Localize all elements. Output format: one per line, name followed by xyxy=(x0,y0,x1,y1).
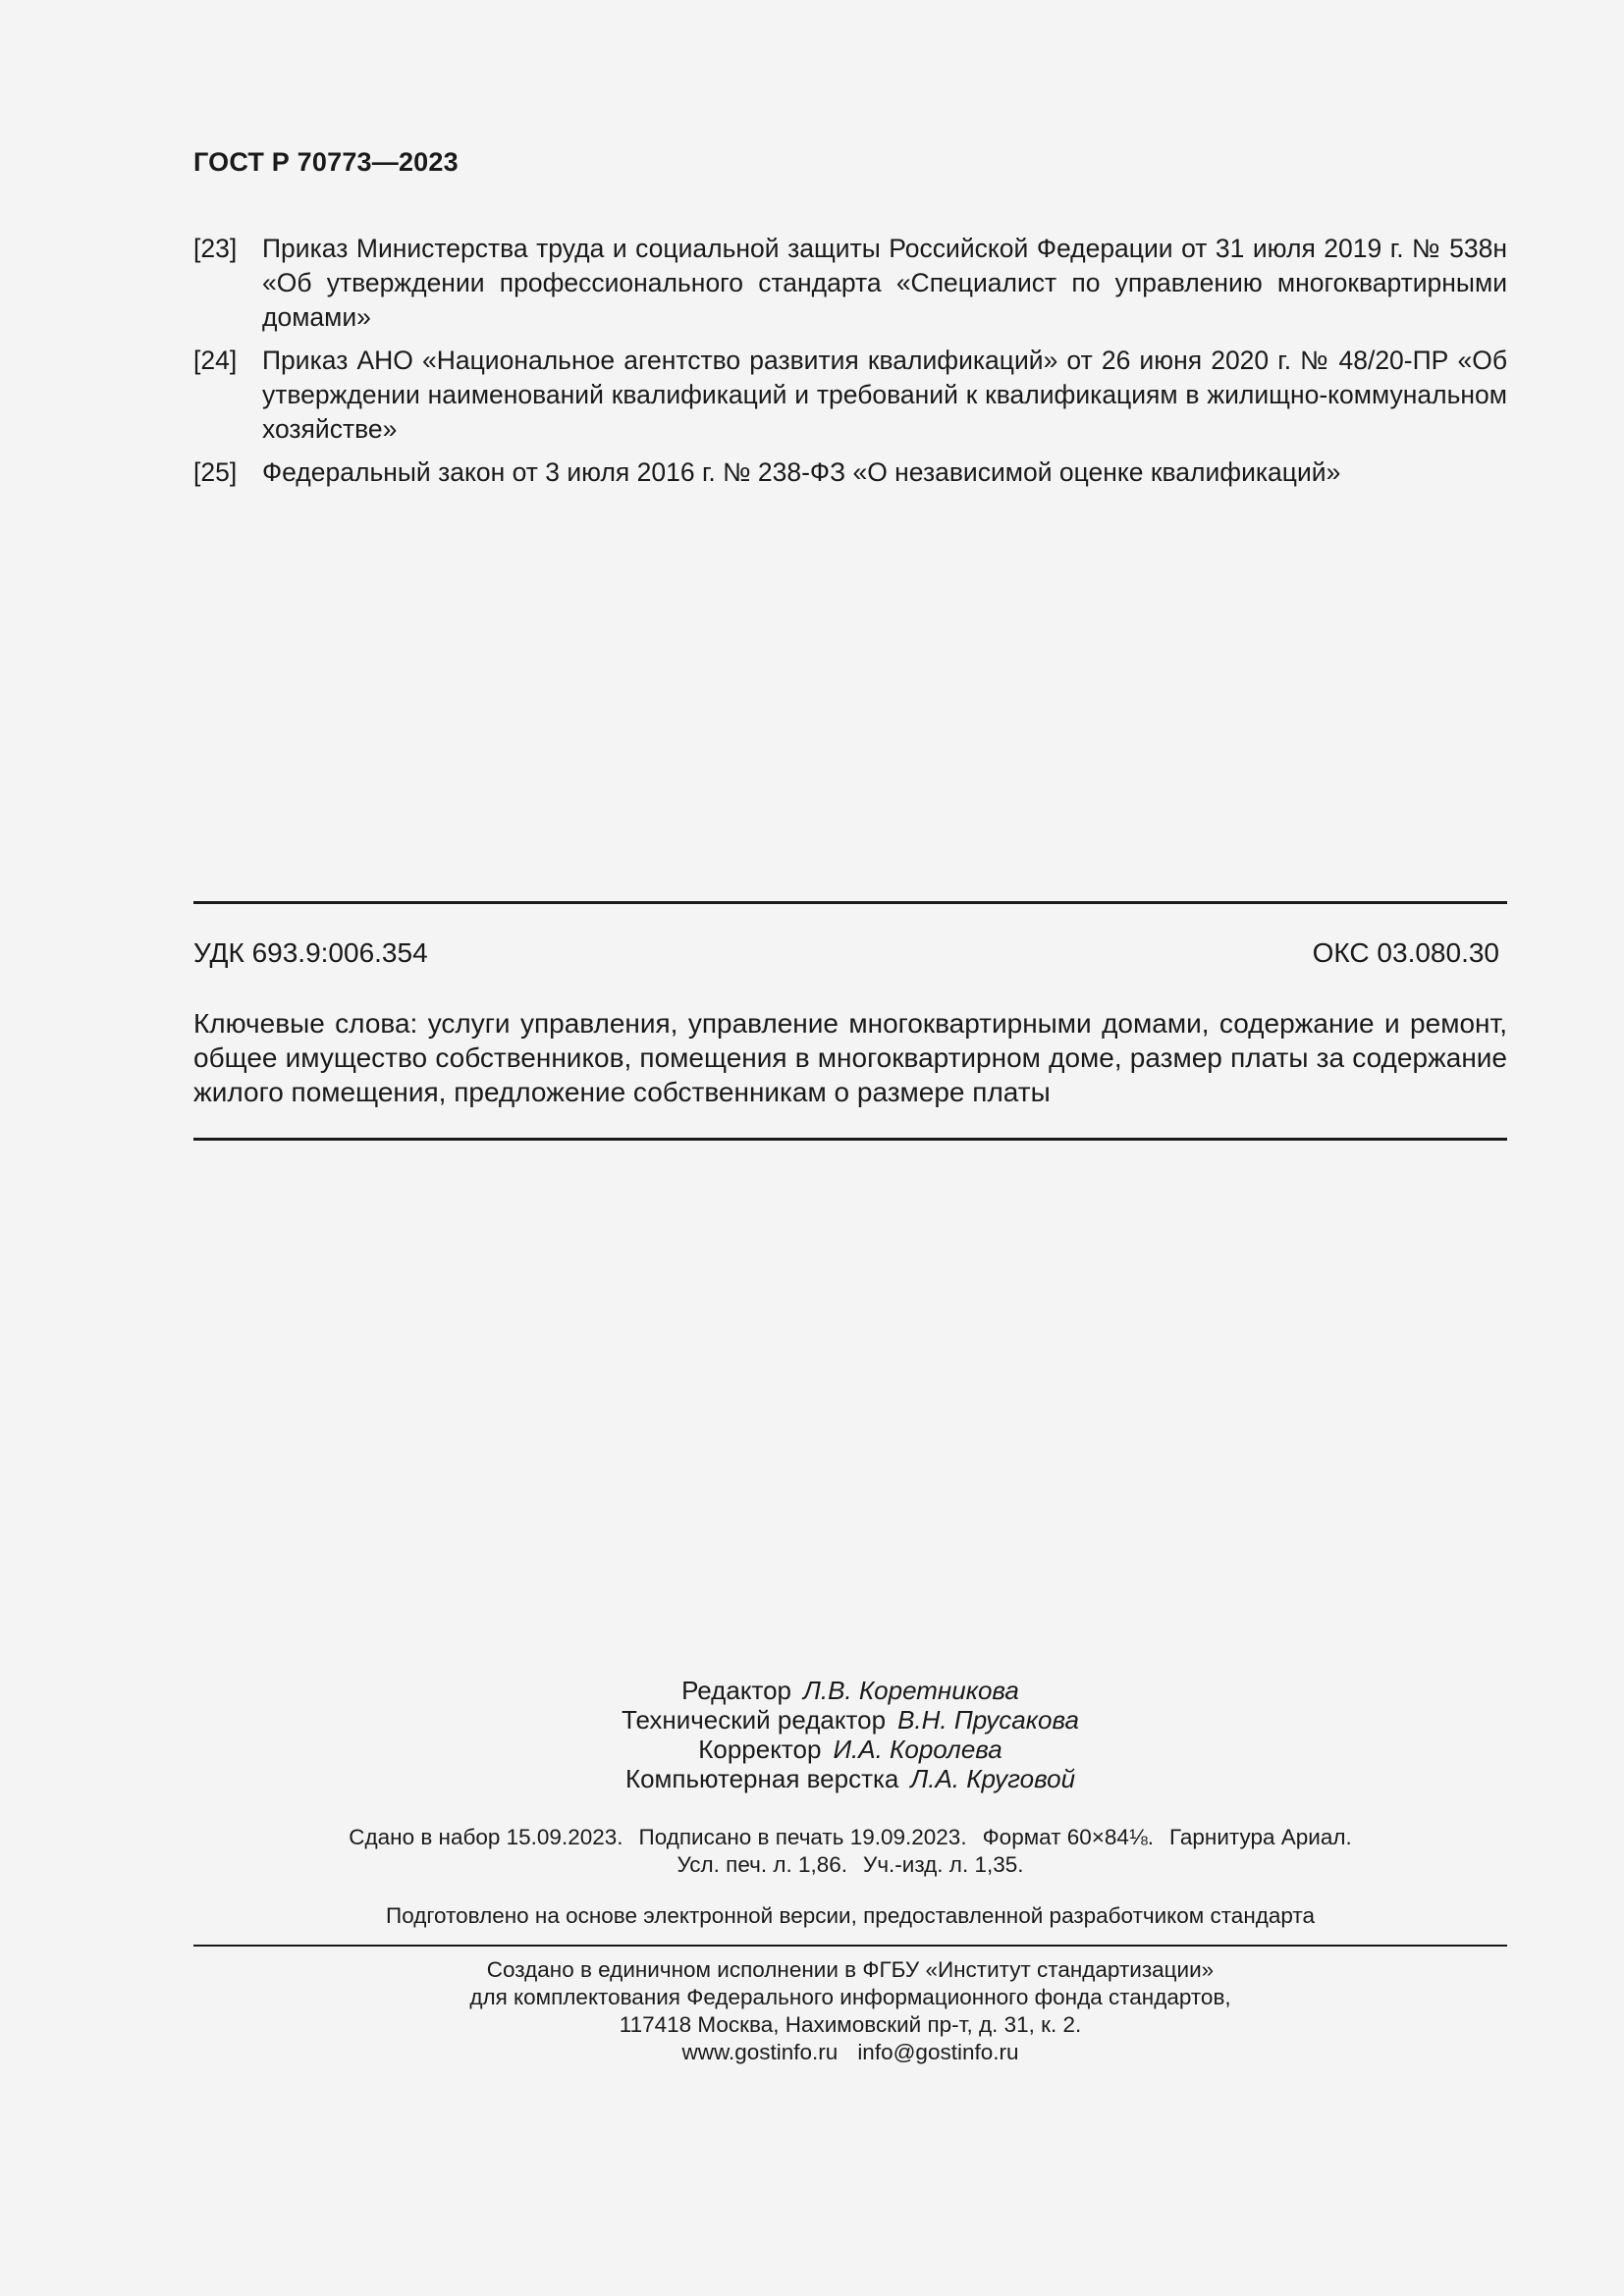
publisher-line-1: Создано в единичном исполнении в ФГБУ «Институт стандартизации» xyxy=(486,1957,1215,1982)
bibliography-item-number: [24] xyxy=(193,346,238,375)
bibliography-item-text: Приказ АНО «Национальное агентство развития квалификаций» от 26 июня 2020 г. № 48/20-ПР «Об утверждении наименований квалификаций и требований к квалификациям в жилищно-коммунальном хозяйстве» xyxy=(262,346,1507,444)
email-link[interactable]: info@gostinfo.ru xyxy=(857,2040,1019,2064)
publication-sheets: Уч.-изд. л. 1,35. xyxy=(863,1852,1024,1877)
submitted-date: Сдано в набор 15.09.2023. xyxy=(349,1825,623,1849)
document-page xyxy=(193,0,1507,2296)
credit-role: Компьютерная верстка xyxy=(624,1764,899,1793)
prepared-note: Подготовлено на основе электронной версии, предоставленной разработчиком стандарта xyxy=(386,1903,1315,1928)
publisher-contacts xyxy=(193,2039,1507,2066)
oks-code: ОКС 03.080.30 xyxy=(1312,937,1499,968)
bibliography-list xyxy=(193,232,1507,499)
publisher-address: 117418 Москва, Нахимовский пр-т, д. 31, к. 2. xyxy=(619,2012,1082,2037)
credit-role: Корректор xyxy=(698,1735,822,1764)
bibliography-item-text: Федеральный закон от 3 июля 2016 г. № 238-ФЗ «О независимой оценке квалификаций» xyxy=(262,457,1341,487)
bibliography-item-number: [25] xyxy=(193,457,238,487)
document-header: ГОСТ Р 70773—2023 xyxy=(193,147,459,177)
credit-role: Технический редактор xyxy=(622,1705,887,1735)
credit-name: Л.А. Круговой xyxy=(910,1764,1076,1793)
print-format: Формат 60×84⅛. xyxy=(982,1825,1154,1849)
print-info-block xyxy=(193,1824,1507,1879)
bibliography-item xyxy=(193,232,1507,335)
credits-block xyxy=(193,1676,1507,1793)
print-sheets: Усл. печ. л. 1,86. xyxy=(677,1852,848,1877)
print-info-line-2 xyxy=(193,1851,1507,1879)
divider-publisher xyxy=(193,1945,1507,1947)
divider-bottom xyxy=(193,1138,1507,1141)
divider-top xyxy=(193,901,1507,904)
publisher-block xyxy=(193,1956,1507,2066)
credit-name: В.Н. Прусакова xyxy=(897,1705,1079,1735)
website-link[interactable]: www.gostinfo.ru xyxy=(681,2040,839,2064)
publisher-line-2: для комплектования Федерального информационного фонда стандартов, xyxy=(469,1985,1231,2009)
signed-date: Подписано в печать 19.09.2023. xyxy=(638,1825,967,1849)
credit-line-editor xyxy=(193,1676,1507,1705)
credit-line-tech-editor xyxy=(193,1705,1507,1735)
bibliography-item xyxy=(193,344,1507,447)
bibliography-item-text: Приказ Министерства труда и социальной защиты Российской Федерации от 31 июля 2019 г. № 538н «Об утверждении профессионального стандарта «Специалист по управлению многоквартирными домами» xyxy=(262,234,1507,332)
credit-line-layout xyxy=(193,1764,1507,1793)
udk-code: УДК 693.9:006.354 xyxy=(193,937,428,968)
print-info-line-1 xyxy=(193,1824,1507,1851)
credit-role: Редактор xyxy=(681,1676,792,1705)
bibliography-item-number: [23] xyxy=(193,234,238,263)
bibliography-item xyxy=(193,455,1507,490)
credit-line-proofreader xyxy=(193,1735,1507,1764)
keywords-paragraph: Ключевые слова: услуги управления, управление многоквартирными домами, содержание и ремонт, общее имущество собственников, помещения в многоквартирном доме, размер платы за содержание жилого помещения, предложение собственникам о размере платы xyxy=(193,1008,1507,1107)
typeface: Гарнитура Ариал. xyxy=(1168,1825,1352,1849)
credit-name: Л.В. Коретникова xyxy=(803,1676,1019,1705)
credit-name: И.А. Королева xyxy=(833,1735,1002,1764)
